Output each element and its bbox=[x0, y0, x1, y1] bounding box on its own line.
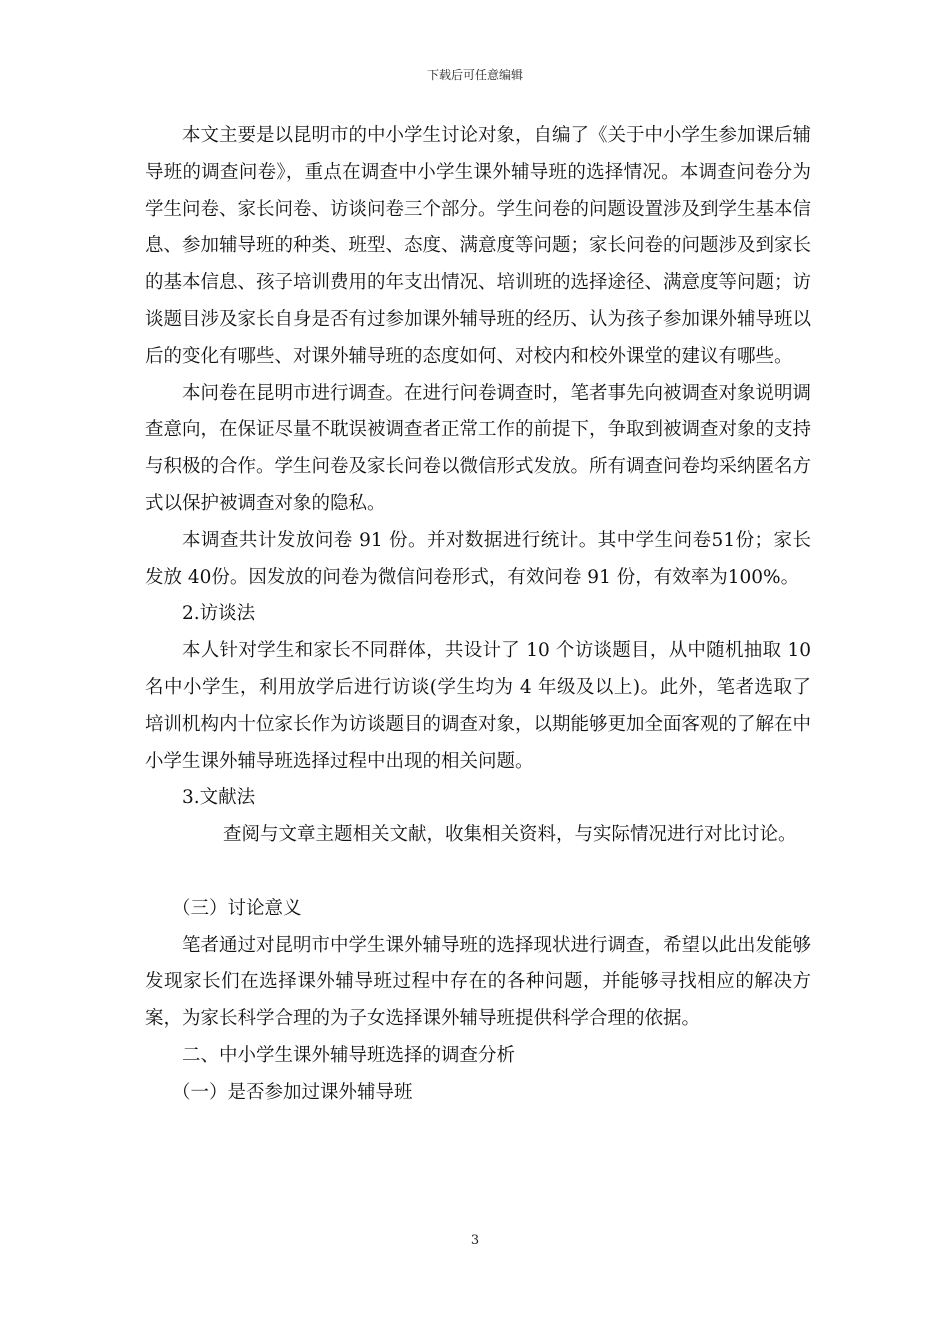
heading-section-two: 二、中小学生课外辅导班选择的调查分析 bbox=[182, 1044, 516, 1066]
heading-literature-method: 3.文献法 bbox=[182, 787, 256, 809]
heading-interview-method: 2.访谈法 bbox=[182, 603, 256, 625]
heading-significance: （三）讨论意义 bbox=[172, 897, 302, 919]
heading-subsection-one: （一）是否参加过课外辅导班 bbox=[172, 1081, 413, 1103]
paragraph-interview: 本人针对学生和家长不同群体，共设计了 10 个访谈题目，从中随机抽取 10 名中小学生，利用放学后进行访谈(学生均为 4 年级及以上)。此外，笔者选取了培训机构内十位家长作为访谈题目的调查对象，以期能够更加全面客观的了解在中小学生课外辅导班选择过程中出现的相关问题。 bbox=[145, 640, 812, 772]
paragraph-significance: 笔者通过对昆明市中学生课外辅导班的选择现状进行调查，希望以此出发能够发现家长们在选择课外辅导班过程中存在的各种问题，并能够寻找相应的解决方案，为家长科学合理的为子女选择课外辅导班提供科学合理的依据。 bbox=[145, 934, 812, 1030]
paragraph-survey-stats: 本调查共计发放问卷 91 份。并对数据进行统计。其中学生问卷51份；家长发放 40份。因发放的问卷为微信问卷形式，有效问卷 91 份，有效率为100%。 bbox=[145, 529, 811, 588]
page-header: 下载后可任意编辑 bbox=[426, 68, 523, 82]
paragraph-literature: 查阅与文章主题相关文献，收集相关资料，与实际情况进行对比讨论。 bbox=[223, 824, 797, 846]
paragraph-survey-process: 本问卷在昆明市进行调查。在进行问卷调查时，笔者事先向被调查对象说明调查意向，在保证尽量不耽误被调查者正常工作的前提下，争取到被调查对象的支持与积极的合作。学生问卷及家长问卷以微信形式发放。所有调查问卷均采纳匿名方式以保护被调查对象的隐私。 bbox=[145, 382, 812, 514]
page-number: 3 bbox=[470, 1233, 480, 1248]
blank-line bbox=[145, 854, 811, 891]
document-body bbox=[145, 118, 811, 1112]
paragraph-survey-design: 本文主要是以昆明市的中小学生讨论对象，自编了《关于中小学生参加课后辅导班的调查问卷》，重点在调查中小学生课外辅导班的选择情况。本调查问卷分为学生问卷、家长问卷、访谈问卷三个部分。学生问卷的问题设置涉及到学生基本信息、参加辅导班的种类、班型、态度、满意度等问题；家长问卷的问题涉及到家长的基本信息、孩子培训费用的年支出情况、培训班的选择途径、满意度等问题；访谈题目涉及家长自身是否有过参加课外辅导班的经历、认为孩子参加课外辅导班以后的变化有哪些、对课外辅导班的态度如何、对校内和校外课堂的建议有哪些。 bbox=[145, 125, 812, 367]
